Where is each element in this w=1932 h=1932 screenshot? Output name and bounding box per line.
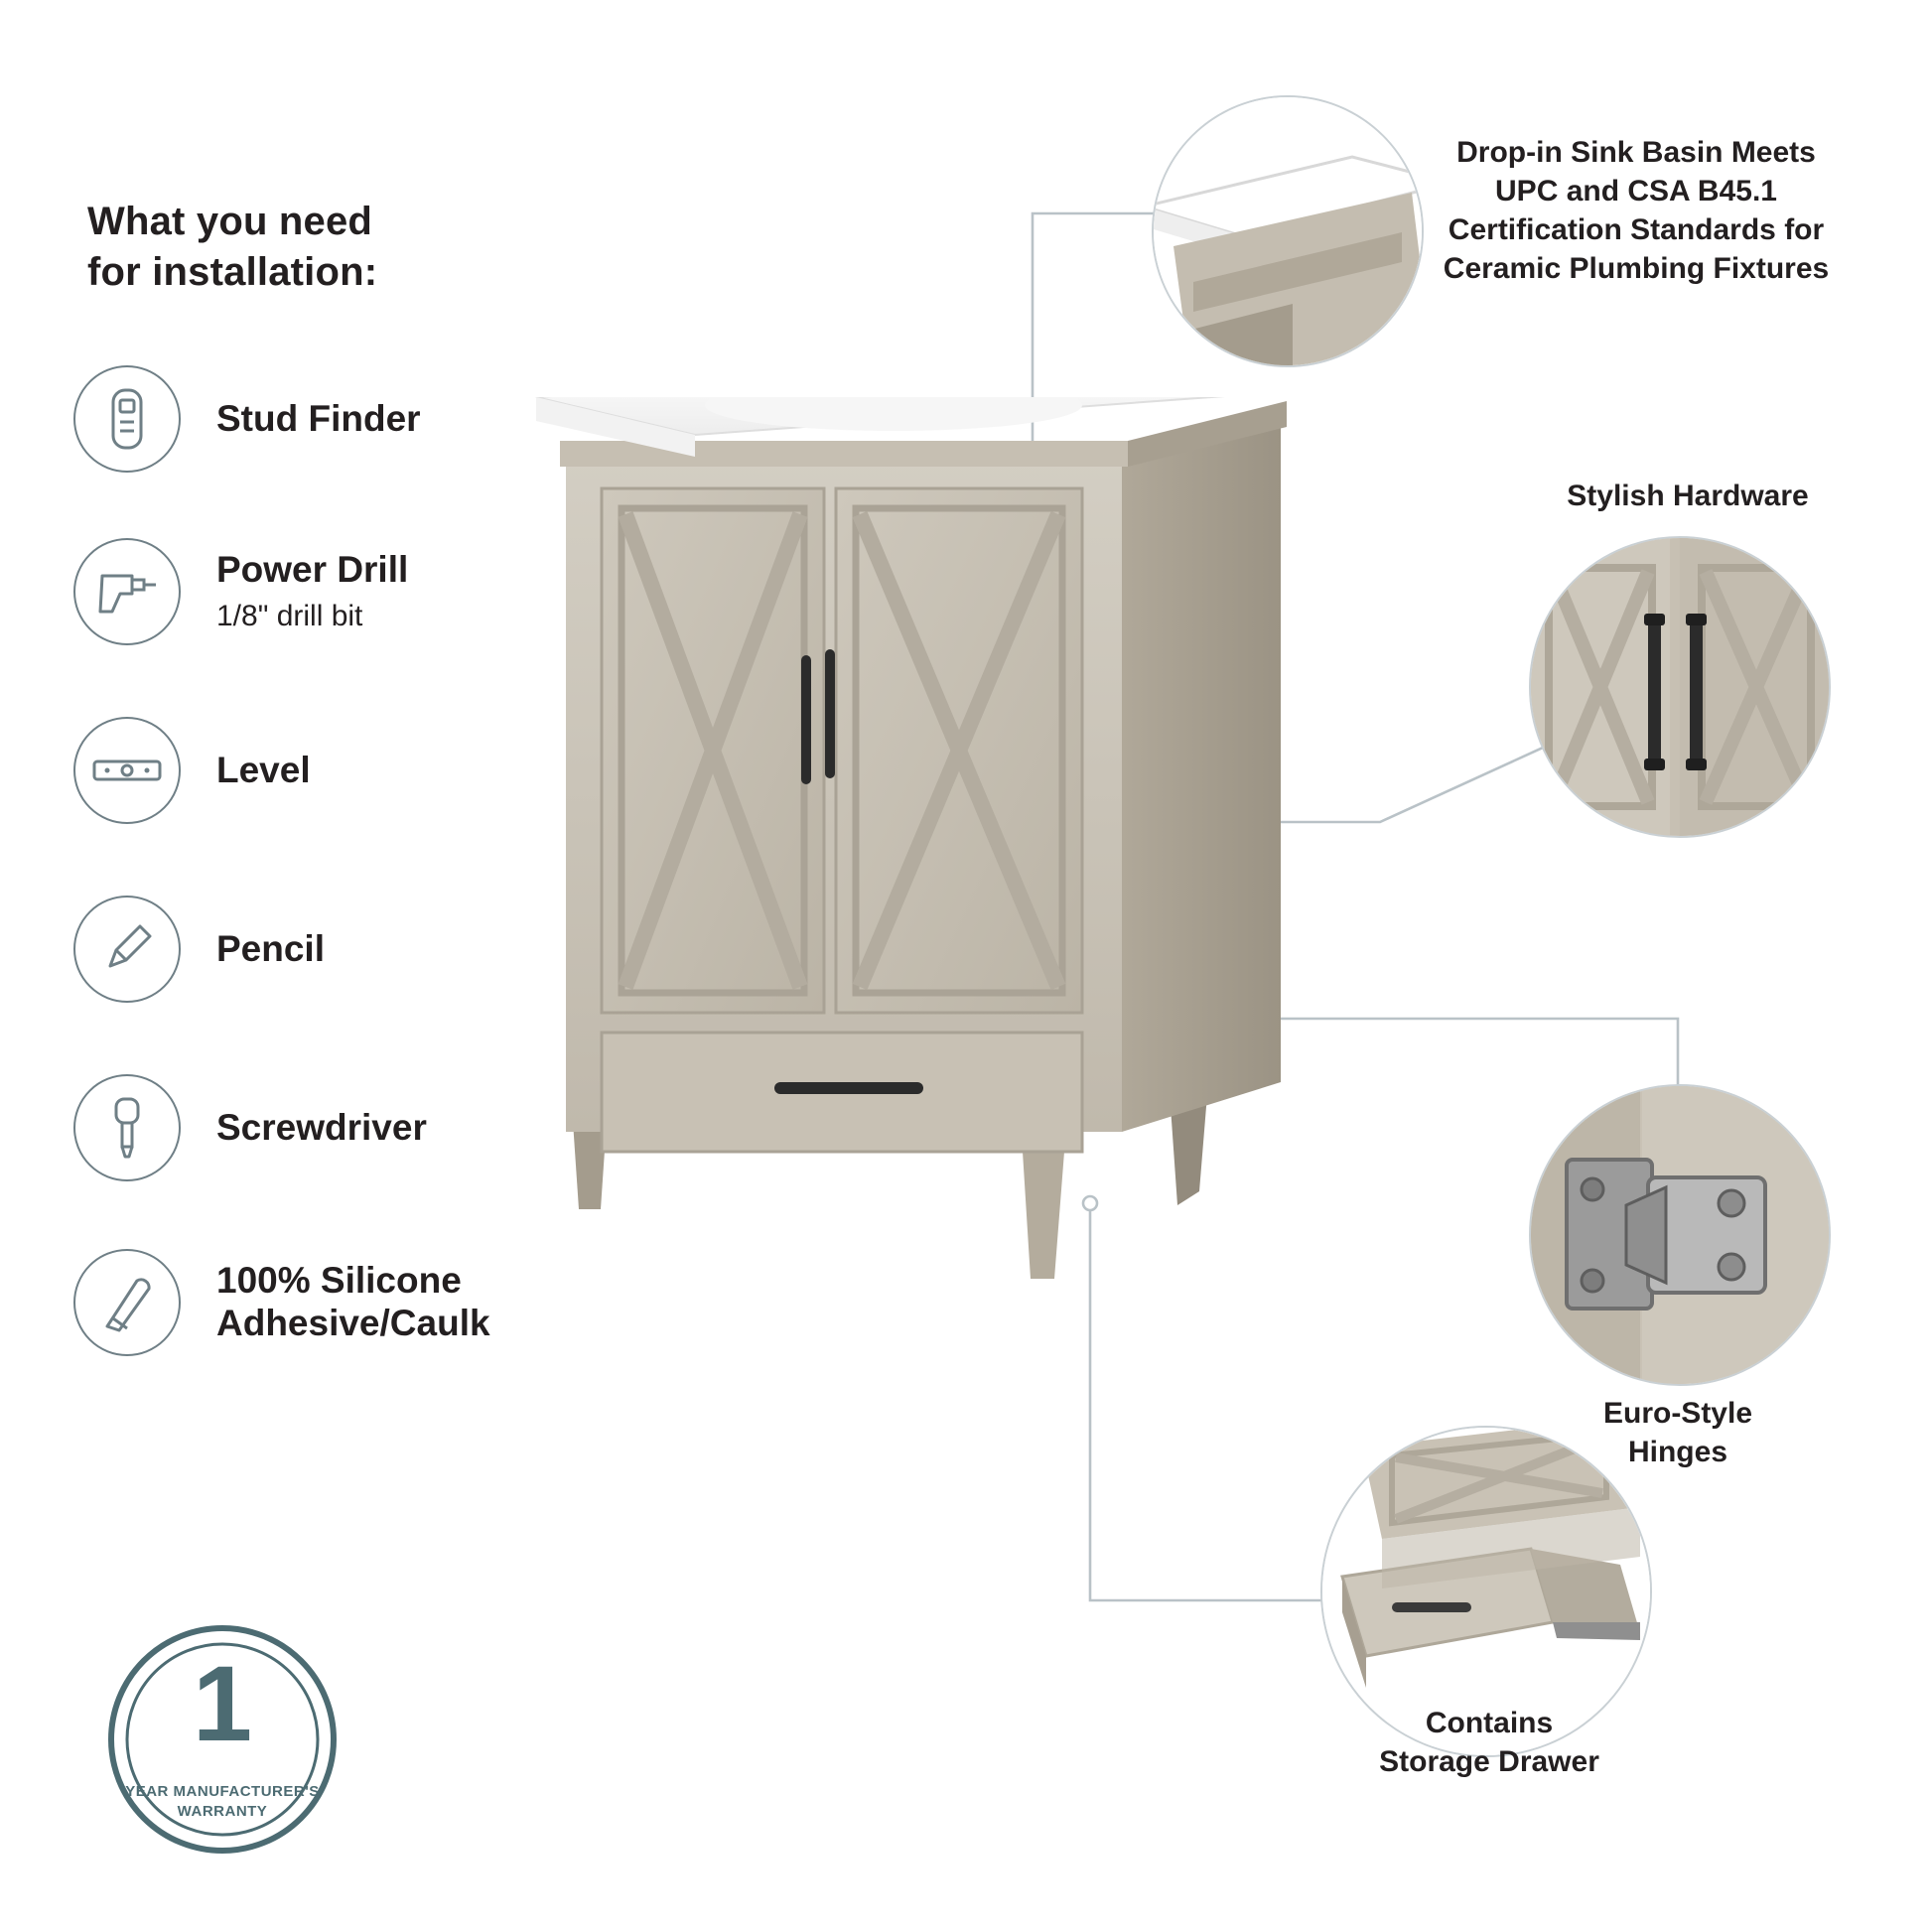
sink-detail-circle xyxy=(1152,95,1424,367)
warranty-line1: YEAR MANUFACTURER'S xyxy=(125,1783,320,1800)
tool-item-level xyxy=(73,717,311,824)
page-title-line2: for installation: xyxy=(87,250,378,295)
door-handle-right xyxy=(825,649,835,778)
drawer-handle xyxy=(774,1082,923,1094)
hardware-detail-circle xyxy=(1529,536,1831,838)
callout-hardware-label: Stylish Hardware xyxy=(1567,480,1809,512)
callout-hardware xyxy=(1489,477,1886,515)
callout-sink-line2: UPC and CSA B45.1 xyxy=(1495,175,1777,207)
callout-hinges-line1: Euro-Style xyxy=(1602,1397,1753,1430)
tool-label: Stud Finder xyxy=(216,397,421,439)
callout-drawer xyxy=(1291,1704,1688,1781)
tool-text xyxy=(216,549,408,634)
tool-item-power-drill xyxy=(73,538,408,645)
screwdriver-icon xyxy=(73,1074,181,1181)
tool-text xyxy=(216,1260,490,1344)
warranty-badge xyxy=(107,1624,338,1855)
warranty-number: 1 xyxy=(192,1643,253,1763)
tool-text xyxy=(216,1107,427,1150)
stud-finder-icon xyxy=(73,365,181,473)
tool-text xyxy=(216,750,311,792)
tool-item-stud-finder xyxy=(73,365,421,473)
tool-text xyxy=(216,928,325,971)
level-icon xyxy=(73,717,181,824)
callout-hinges-line2: Hinges xyxy=(1627,1436,1728,1468)
callout-drawer-line1: Contains xyxy=(1425,1707,1554,1739)
page-title-line1: What you need xyxy=(87,200,373,243)
tool-text xyxy=(216,398,421,441)
callout-drawer-line2: Storage Drawer xyxy=(1379,1745,1599,1778)
tool-label: Level xyxy=(216,749,311,790)
hinge-detail-circle xyxy=(1529,1084,1831,1386)
tool-label: Screwdriver xyxy=(216,1106,427,1148)
callout-sink-line1: Drop-in Sink Basin Meets xyxy=(1456,136,1816,169)
tool-item-silicone xyxy=(73,1249,490,1356)
door-handle-left xyxy=(801,655,811,784)
caulk-tube-icon xyxy=(73,1249,181,1356)
tool-label: Power Drill xyxy=(216,548,409,590)
tool-label: 100% Silicone xyxy=(216,1260,462,1302)
tool-item-pencil xyxy=(73,896,325,1003)
tool-label: Pencil xyxy=(216,927,325,969)
tool-item-screwdriver xyxy=(73,1074,427,1181)
callout-sink-line4: Ceramic Plumbing Fixtures xyxy=(1443,252,1830,285)
warranty-line2: WARRANTY xyxy=(177,1803,268,1820)
callout-sink xyxy=(1428,133,1845,288)
page-title xyxy=(87,197,504,298)
vanity-illustration xyxy=(526,397,1519,1390)
pencil-icon xyxy=(73,896,181,1003)
callout-sink-line3: Certification Standards for xyxy=(1448,213,1825,246)
power-drill-icon xyxy=(73,538,181,645)
tool-sublabel: 1/8" drill bit xyxy=(216,599,363,632)
tool-label-2: Adhesive/Caulk xyxy=(216,1303,490,1343)
